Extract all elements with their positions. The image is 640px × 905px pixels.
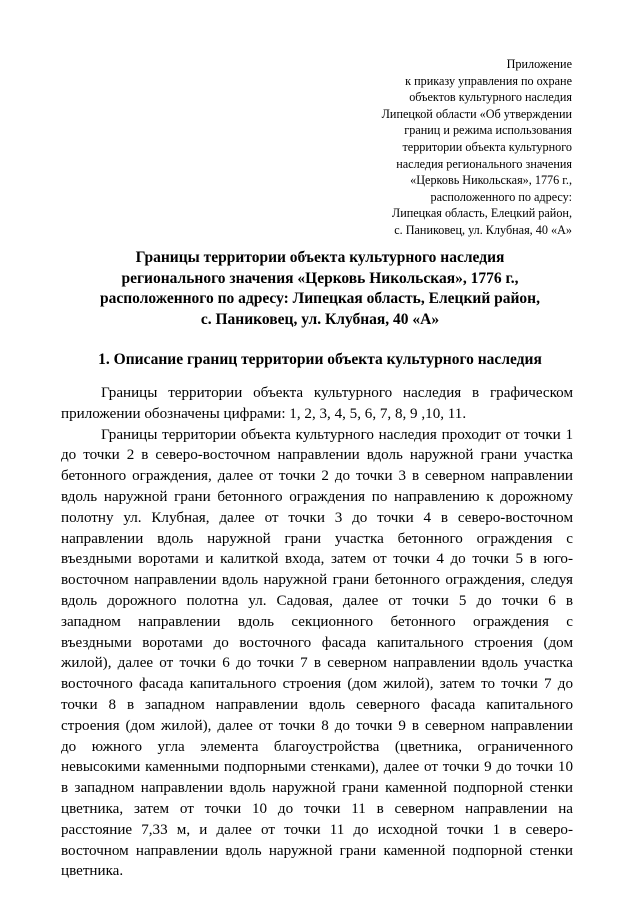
text-line: до южного угла элемента благоустройства (цветника, ограниченного — [61, 738, 573, 755]
text-line: въездными воротами и калиткой входа, затем от точки 4 до точки 5 в юго- — [61, 551, 573, 568]
paragraph-2 — [61, 425, 573, 883]
annex-line: Липецкой области «Об утверждении — [381, 106, 572, 121]
title-line: расположенного по адресу: Липецкая область, Елецкий район, — [100, 290, 540, 307]
text-line: расстояние 7,33 м, и далее от точки 11 до исходной точки 1 в северо- — [61, 821, 573, 838]
text-line: Границы территории объекта культурного наследия проходит от точки 1 — [101, 426, 573, 443]
title-line: с. Паниковец, ул. Клубная, 40 «А» — [200, 310, 440, 328]
text-line: невысокими каменными подпорными стенками), далее от точки 9 до точки 10 — [61, 759, 573, 776]
text-line: направлении вдоль наружной грани участка бетонного ограждения с — [61, 530, 573, 547]
text-line: восточного фасада капитального строения (дом жилой), затем то точки 7 до — [61, 676, 573, 693]
text-line: восточном направлении вдоль наружной грани каменной подпорной стенки — [61, 842, 573, 859]
text-line: строения (дом жилой), далее от точки 8 до точки 9 в северном направлении — [61, 717, 573, 734]
annex-note — [342, 56, 572, 239]
text-line: въездными воротами до восточного фасада капитального строения (дом — [61, 634, 573, 651]
annex-line: расположенного по адресу: — [430, 189, 572, 204]
body-text — [61, 383, 573, 882]
annex-line: «Церковь Никольская», 1776 г., — [410, 173, 572, 188]
text-line: точки 8 в западном направлении вдоль северного фасада капитального — [61, 696, 573, 713]
text-line: вдоль наружной грани бетонного ограждения по направлению к дорожному — [61, 488, 573, 505]
text-line: до точки 2 в северо-восточном направлении вдоль наружной грани участка — [61, 447, 573, 464]
text-line: цветника, затем от точки 10 до точки 11 в северном направлении на — [61, 800, 573, 817]
text-line: вдоль дорожного полотна ул. Садовая, далее от точки 5 до точки 6 в — [61, 592, 573, 609]
annex-line: границ и режима использования — [404, 123, 572, 138]
annex-line: с. Паниковец, ул. Клубная, 40 «А» — [394, 222, 572, 237]
text-line: полотну ул. Клубная, далее от точки 3 до точки 4 в северо-восточном — [61, 509, 573, 526]
text-line: западном направлении вдоль секционного бетонного ограждения с — [61, 613, 573, 630]
annex-line: территории объекта культурного — [402, 139, 572, 154]
text-line: восточном направлении вдоль наружной грани бетонного ограждения, следуя — [61, 572, 573, 589]
text-line: жилой), далее от точки 6 до точки 7 в северном направлении вдоль участка — [61, 655, 573, 672]
annex-line: наследия регионального значения — [396, 156, 572, 171]
document-title — [70, 248, 570, 330]
text-line: цветника. — [61, 863, 124, 880]
title-line: Границы территории объекта культурного наследия — [135, 249, 505, 266]
text-line: приложении обозначены цифрами: 1, 2, 3, 4, 5, 6, 7, 8, 9 ,10, 11. — [61, 405, 467, 422]
annex-line: объектов культурного наследия — [409, 90, 572, 105]
paragraph-1 — [61, 383, 573, 425]
section-heading: 1. Описание границ территории объекта культурного наследия — [98, 351, 542, 368]
annex-line: Приложение — [506, 57, 572, 71]
annex-line: Липецкая область, Елецкий район, — [391, 206, 572, 221]
text-line: в западном направлении вдоль наружной грани каменной подпорной стенки — [61, 780, 573, 797]
title-line: регионального значения «Церковь Никольская», 1776 г., — [121, 269, 519, 287]
text-line: бетонного ограждения, далее от точки 2 до точки 3 в северном направлении — [61, 468, 573, 485]
annex-line: к приказу управления по охране — [405, 73, 572, 88]
text-line: Границы территории объекта культурного наследия в графическом — [101, 385, 573, 401]
